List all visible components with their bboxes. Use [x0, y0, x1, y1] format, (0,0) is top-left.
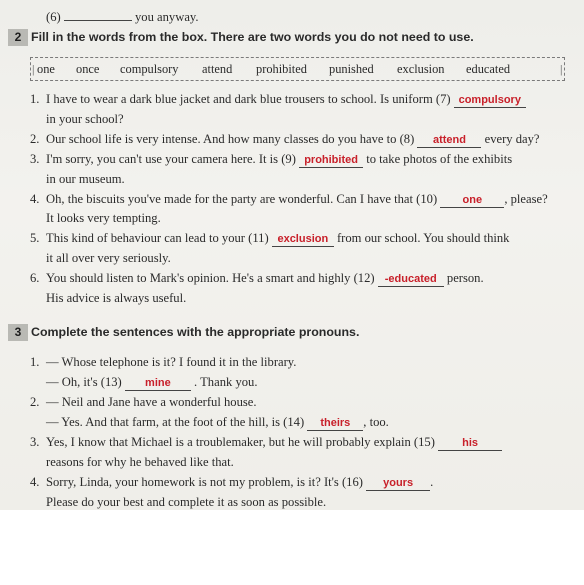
item-number: 6. — [30, 271, 40, 285]
item-text: Our school life is very intense. And how many classes do you have to (8) — [46, 132, 415, 146]
item-12-line — [46, 271, 484, 287]
divider: | — [32, 62, 35, 76]
item-15-line — [46, 435, 502, 451]
item-text: . Thank you. — [194, 375, 258, 389]
item-12-line2: His advice is always useful. — [46, 291, 187, 305]
word-educated: educated — [466, 62, 511, 76]
item-16-line — [46, 475, 433, 491]
item-7-line — [46, 92, 526, 108]
item-number: 4. — [30, 192, 40, 206]
answer-blank[interactable]: attend — [417, 134, 481, 148]
item-text: , please? — [504, 192, 548, 206]
item-text: — Oh, it's (13) — [46, 375, 122, 389]
answer-blank[interactable]: mine — [125, 377, 191, 391]
item-14-line2 — [46, 415, 389, 431]
item-8-line — [46, 132, 540, 148]
item-10-line — [46, 192, 548, 208]
word-punished: punished — [329, 62, 374, 76]
item-text: — Yes. And that farm, at the foot of the hill, is (14) — [46, 415, 305, 429]
item-number: 3. — [30, 152, 40, 166]
item-text: to take photos of the exhibits — [366, 152, 513, 166]
answer-blank[interactable]: his — [438, 437, 502, 451]
item-number: 2. — [30, 395, 40, 409]
item-text: Oh, the biscuits you've made for the party are wonderful. Can I have that (10) — [46, 192, 438, 206]
item-number: (6) — [46, 10, 61, 24]
item-number: 1. — [30, 355, 40, 369]
item-number: 1. — [30, 92, 40, 106]
item-number: 5. — [30, 231, 40, 245]
word-once: once — [76, 62, 100, 76]
item-text: Yes, I know that Michael is a troublemaker, but he will probably explain (15) — [46, 435, 435, 449]
answer-blank[interactable]: prohibited — [299, 154, 363, 168]
answer-blank[interactable]: yours — [366, 477, 430, 491]
item-9-line2: in our museum. — [46, 172, 125, 186]
item-text: every day? — [484, 132, 540, 146]
divider: | — [560, 62, 563, 76]
section-2-badge: 2 — [8, 29, 28, 46]
item-16-line2: Please do your best and complete it as soon as possible. — [46, 495, 327, 509]
answer-blank[interactable] — [64, 20, 132, 21]
item-14-line1: — Neil and Jane have a wonderful house. — [46, 395, 257, 409]
word-compulsory: compulsory — [120, 62, 179, 76]
item-text: , too. — [363, 415, 389, 429]
item-number: 3. — [30, 435, 40, 449]
item-15-line2: reasons for why he behaved like that. — [46, 455, 234, 469]
item-text: . — [430, 475, 434, 489]
answer-blank[interactable]: compulsory — [454, 94, 526, 108]
item-text: from our school. You should think — [336, 231, 510, 245]
section-3-heading: Complete the sentences with the appropriate pronouns. — [31, 325, 360, 339]
item-11-line2: it all over very seriously. — [46, 251, 171, 265]
answer-blank[interactable]: -educated — [378, 273, 444, 287]
item-text: You should listen to Mark's opinion. He's a smart and highly (12) — [46, 271, 375, 285]
item-11-line — [46, 231, 509, 247]
word-exclusion: exclusion — [397, 62, 445, 76]
item-text: Sorry, Linda, your homework is not my problem, is it? It's (16) — [46, 475, 363, 489]
word-prohibited: prohibited — [256, 62, 307, 76]
item-6-line — [46, 10, 199, 25]
word-attend: attend — [202, 62, 233, 76]
item-7-line2: in your school? — [46, 112, 124, 126]
answer-blank[interactable]: exclusion — [272, 233, 334, 247]
item-text: I have to wear a dark blue jacket and dark blue trousers to school. Is uniform (7) — [46, 92, 451, 106]
word-one: one — [37, 62, 55, 76]
item-number: 4. — [30, 475, 40, 489]
item-text: person. — [446, 271, 484, 285]
item-13-line1: — Whose telephone is it? I found it in the library. — [46, 355, 297, 369]
item-9-line — [46, 152, 512, 168]
item-number: 2. — [30, 132, 40, 146]
section-2-heading: Fill in the words from the box. There are two words you do not need to use. — [31, 30, 474, 44]
answer-blank[interactable]: one — [440, 194, 504, 208]
item-13-line2 — [46, 375, 257, 391]
item-text: you anyway. — [135, 10, 199, 24]
section-3-badge: 3 — [8, 324, 28, 341]
item-text: This kind of behaviour can lead to your (11) — [46, 231, 269, 245]
answer-blank[interactable]: theirs — [307, 417, 363, 431]
item-text: I'm sorry, you can't use your camera here. It is (9) — [46, 152, 296, 166]
item-10-line2: It looks very tempting. — [46, 211, 161, 225]
